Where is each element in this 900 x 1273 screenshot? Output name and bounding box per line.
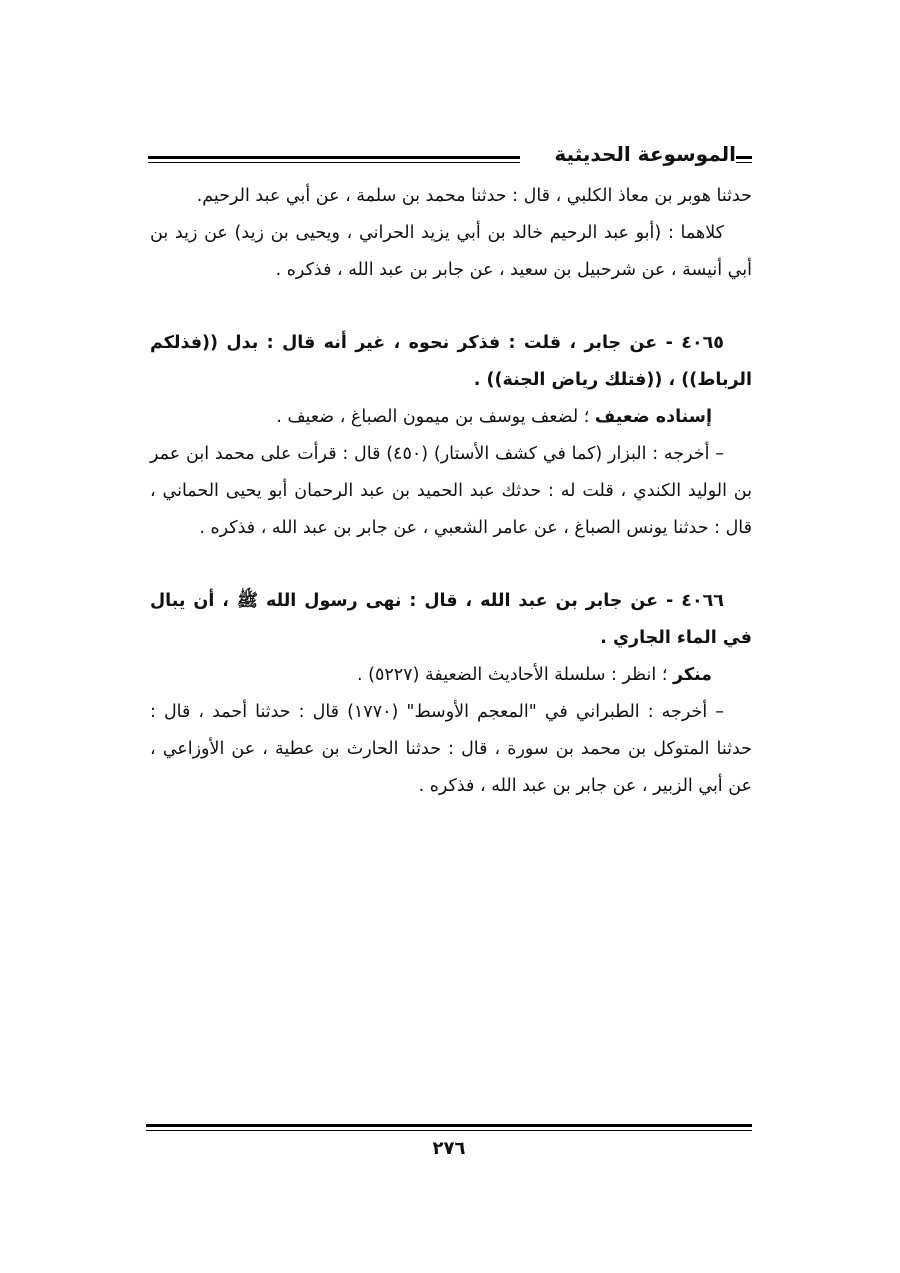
takhrij-paragraph: – أخرجه : الطبراني في "المعجم الأوسط" (١٧٧٠) قال : حدثنا أحمد ، قال : حدثنا المتوكل بن محمد بن سورة ، قال : حدثنا الحارث بن عطية ، عن الأوزاعي ، عن أبي الزبير ، عن جابر بن عبد الله ، فذكره . <box>150 702 752 796</box>
spacer <box>150 547 752 583</box>
spacer <box>150 289 752 325</box>
hadith-heading <box>150 583 752 657</box>
hadith-heading-text: ٤٠٦٥ - عن جابر ، قلت : فذكر نحوه ، غير أنه قال : بدل ((فذلكم الرباط)) ، ((فتلك رياض الجنة)) . <box>150 333 752 390</box>
page-body <box>150 178 752 805</box>
hadith-heading-text: ٤٠٦٦ - عن جابر بن عبد الله ، قال : نهى رسول الله ﷺ ، أن يبال في الماء الجاري . <box>150 591 752 648</box>
page-number: ٢٧٦ <box>432 1138 466 1159</box>
isnad-note <box>150 399 752 436</box>
footer-rule-thick <box>146 1124 752 1127</box>
paragraph: كلاهما : (أبو عبد الرحيم خالد بن أبي يزيد الحراني ، ويحيى بن زيد) عن زيد بن أبي أنيسة ، عن شرحبيل بن سعيد ، عن جابر بن عبد الله ، فذكره . <box>150 223 752 280</box>
paragraph: حدثنا هوبر بن معاذ الكلبي ، قال : حدثنا محمد بن سلمة ، عن أبي عبد الرحيم. <box>196 186 752 206</box>
hadith-heading <box>150 325 752 399</box>
footer-rule-thin <box>146 1130 752 1131</box>
header-rule-left <box>148 156 520 163</box>
grade-reference: ؛ انظر : سلسلة الأحاديث الضعيفة (٥٢٢٧) . <box>357 665 673 685</box>
grade-label: منكر <box>672 665 712 685</box>
header-rule-right <box>736 156 752 163</box>
page-header <box>148 138 752 174</box>
page-title: الموسوعة الحديثية <box>554 142 736 166</box>
grade-note <box>150 657 752 694</box>
isnad-reason: ؛ لضعف يوسف بن ميمون الصباغ ، ضعيف . <box>276 407 595 427</box>
isnad-grade: إسناده ضعيف <box>594 407 712 427</box>
takhrij-paragraph: – أخرجه : البزار (كما في كشف الأستار) (٤٥٠) قال : قرأت على محمد ابن عمر بن الوليد الكندي ، قلت له : حدثك عبد الحميد بن عبد الرحمان أبو يحيى الحماني ، قال : حدثنا يونس الصباغ ، عن عامر الشعبي ، عن جابر بن عبد الله ، فذكره . <box>150 444 752 538</box>
